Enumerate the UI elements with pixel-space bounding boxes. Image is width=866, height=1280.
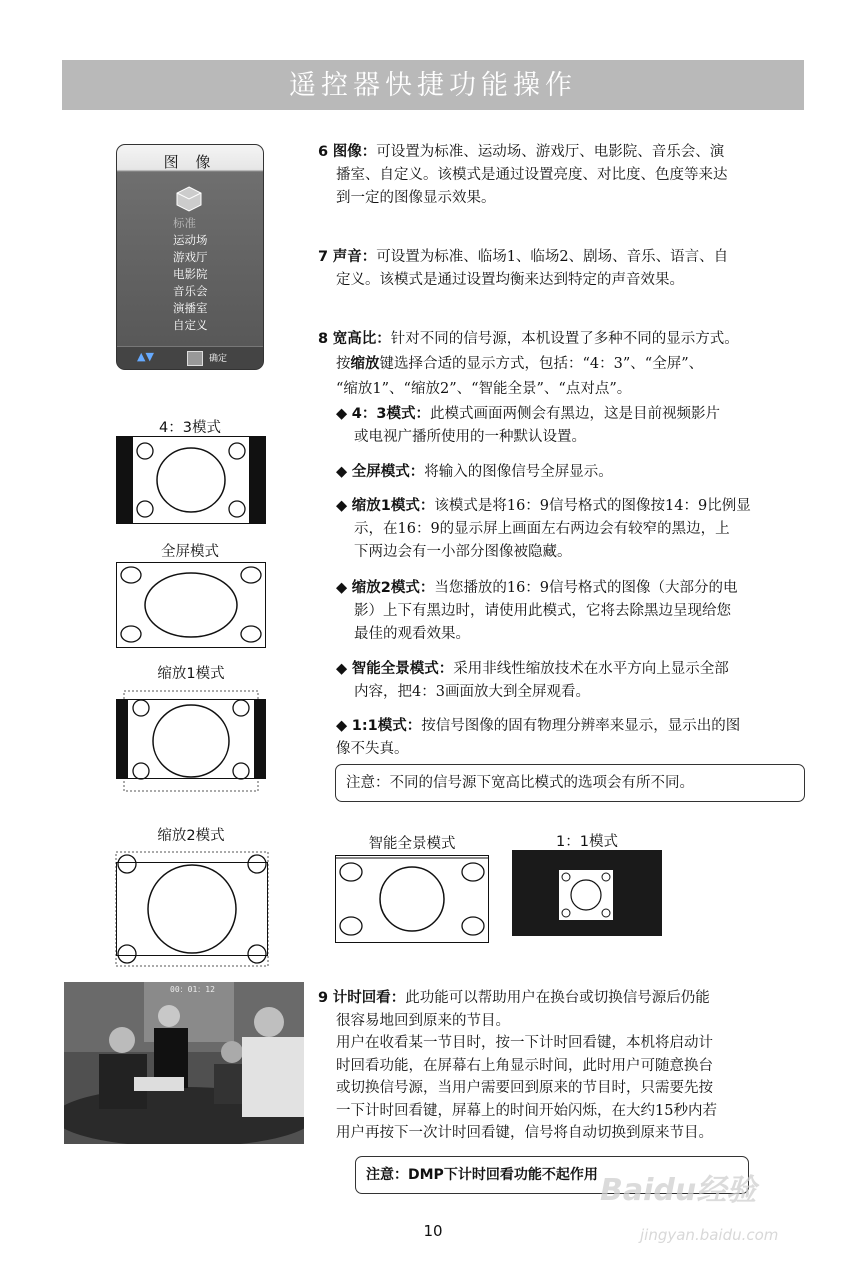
meeting-photo: [64, 982, 304, 1144]
watermark-url: jingyan.baidu.com: [640, 1226, 779, 1244]
item-timeshift: [318, 987, 717, 1145]
text-line: 此模式画面两侧会有黑边，这是目前视频影片: [429, 406, 720, 422]
menu-item[interactable]: 游戏厅: [173, 250, 208, 264]
text-line: 很容易地回到原来的节目。: [336, 1012, 510, 1029]
text-line: 该模式是将16：9信号格式的图像按14：9比例显: [434, 498, 751, 514]
confirm-label: 确定: [209, 354, 228, 364]
text-line: 键选择合适的显示方式，包括：“4：3”、“全屏”、: [379, 356, 704, 372]
diagram-p2p: [512, 850, 662, 936]
mode-43: [336, 403, 720, 449]
text-line: 到一定的图像显示效果。: [336, 190, 496, 206]
text-line: 或切换信号源，当用户需要回到原来的节目时，只需要先按: [336, 1080, 713, 1096]
text-line: 内容，把4：3画面放大到全屏观看。: [354, 684, 590, 700]
menu-footer: [117, 346, 263, 369]
diamond-bullet-icon: ◆: [336, 464, 348, 480]
mode-head: 缩放1模式：: [351, 498, 435, 514]
mode-head: 缩放2模式：: [351, 580, 435, 596]
picture-menu: [116, 144, 264, 370]
text-line: 针对不同的信号源，本机设置了多种不同的显示方式。: [390, 331, 739, 347]
mode-zoom1: [336, 495, 751, 564]
text-line: 用户再按下一次计时回看键，信号将自动切换到原来节目。: [336, 1125, 713, 1141]
diagram-zoom1: [114, 689, 268, 793]
menu-item[interactable]: 自定义: [173, 318, 208, 332]
text-line: 最佳的观看效果。: [354, 626, 470, 642]
diagram-zoom2: [112, 850, 272, 968]
text-line: 此功能可以帮助用户在换台或切换信号源后仍能: [405, 990, 710, 1006]
mode-head: 智能全景模式：: [351, 661, 454, 677]
item-num: 9: [318, 990, 329, 1006]
text-line: 可设置为标准、临场1、临场2、剧场、音乐、语言、自: [376, 249, 729, 265]
text-line: 按: [336, 356, 351, 372]
text-line: 示，在16：9的显示屏上画面左右两边会有较窄的黑边，上: [354, 521, 730, 537]
text-line: 按信号图像的固有物理分辨率来显示，显示出的图: [421, 718, 741, 734]
text-line: 时回看功能，在屏幕右上角显示时间，此时用户可随意换台: [336, 1057, 713, 1074]
menu-item[interactable]: 运动场: [173, 233, 208, 247]
menu-item[interactable]: 演播室: [173, 301, 208, 315]
diagram-smart: [334, 854, 490, 944]
caption-full: 全屏模式: [161, 544, 219, 560]
caption-p2p: 1：1模式: [556, 834, 618, 850]
text-line: 像不失真。: [336, 741, 409, 757]
caption-43: 4：3模式: [159, 420, 221, 436]
timestamp-overlay: 00：01：12: [170, 985, 215, 994]
aspect-note: 注意：不同的信号源下宽高比模式的选项会有所不同。: [335, 764, 805, 802]
item-num: 8: [318, 331, 329, 347]
text-line: 播室、自定义。该模式是通过设置亮度、对比度、色度等来达: [336, 167, 728, 183]
item-head: 宽高比：: [332, 331, 391, 347]
cube-small-icon: [187, 351, 203, 366]
text-line: 可设置为标准、运动场、游戏厅、电影院、音乐会、演: [376, 144, 725, 160]
text-line: “缩放1”、“缩放2”、“智能全景”、“点对点”。: [336, 381, 632, 397]
item-num: 6: [318, 144, 329, 160]
mode-head: 1:1模式：: [351, 718, 422, 734]
text-line: 采用非线性缩放技术在水平方向上显示全部: [453, 661, 729, 677]
text-line: 用户在收看某一节目时，按一下计时回看键，本机将启动计: [336, 1035, 713, 1051]
menu-title: 图 像: [163, 153, 217, 171]
page-number: 10: [423, 1222, 443, 1240]
mode-p2p: [336, 715, 740, 761]
menu-item[interactable]: 音乐会: [173, 284, 208, 298]
diamond-bullet-icon: ◆: [336, 580, 348, 596]
caption-zoom2: 缩放2模式: [157, 828, 225, 844]
diagram-43: [116, 436, 266, 524]
up-down-arrows-icon: ▲▼: [137, 350, 154, 363]
diamond-bullet-icon: ◆: [336, 718, 348, 734]
item-image: [318, 141, 728, 210]
diamond-bullet-icon: ◆: [336, 406, 348, 422]
text-line: 将输入的图像信号全屏显示。: [424, 464, 613, 480]
watermark-logo: Baidu经验: [600, 1173, 757, 1208]
cube-icon: [175, 185, 203, 213]
text-line: 当您播放的16：9信号格式的图像（大部分的电: [434, 580, 738, 596]
text-line: 或电视广播所使用的一种默认设置。: [354, 429, 586, 445]
mode-head: 4：3模式：: [351, 406, 430, 422]
diamond-bullet-icon: ◆: [336, 661, 348, 677]
mode-head: 全屏模式：: [351, 464, 425, 480]
caption-zoom1: 缩放1模式: [157, 666, 225, 682]
mode-smart: [336, 658, 729, 704]
meeting-photo-scene: [64, 982, 304, 1144]
item-num: 7: [318, 249, 329, 265]
dmp-note: 注意：DMP下计时回看功能不起作用: [355, 1156, 749, 1194]
menu-item[interactable]: 标准: [173, 216, 196, 230]
caption-smart: 智能全景模式: [368, 836, 456, 852]
diamond-bullet-icon: ◆: [336, 498, 348, 514]
text-line: 影）上下有黑边时，请使用此模式，它将去除黑边呈现给您: [354, 603, 731, 619]
item-aspect: [318, 327, 739, 402]
diagram-full: [116, 562, 266, 648]
mode-full: [336, 461, 613, 484]
page-header: 遥控器快捷功能操作: [62, 60, 804, 110]
text-line: 一下计时回看键，屏幕上的时间开始闪烁，在大约15秒内若: [336, 1102, 717, 1119]
menu-item[interactable]: 电影院: [173, 267, 208, 281]
item-sound: [318, 246, 728, 292]
item-head: 声音：: [332, 249, 377, 265]
menu-items: [173, 215, 208, 334]
text-line: 定义。该模式是通过设置均衡来达到特定的声音效果。: [336, 272, 684, 288]
item-head: 图像：: [332, 144, 377, 160]
zoom-key-label: 缩放: [350, 356, 380, 372]
text-line: 下两边会有一小部分图像被隐藏。: [354, 544, 572, 560]
item-head: 计时回看：: [332, 990, 406, 1006]
mode-zoom2: [336, 577, 738, 646]
